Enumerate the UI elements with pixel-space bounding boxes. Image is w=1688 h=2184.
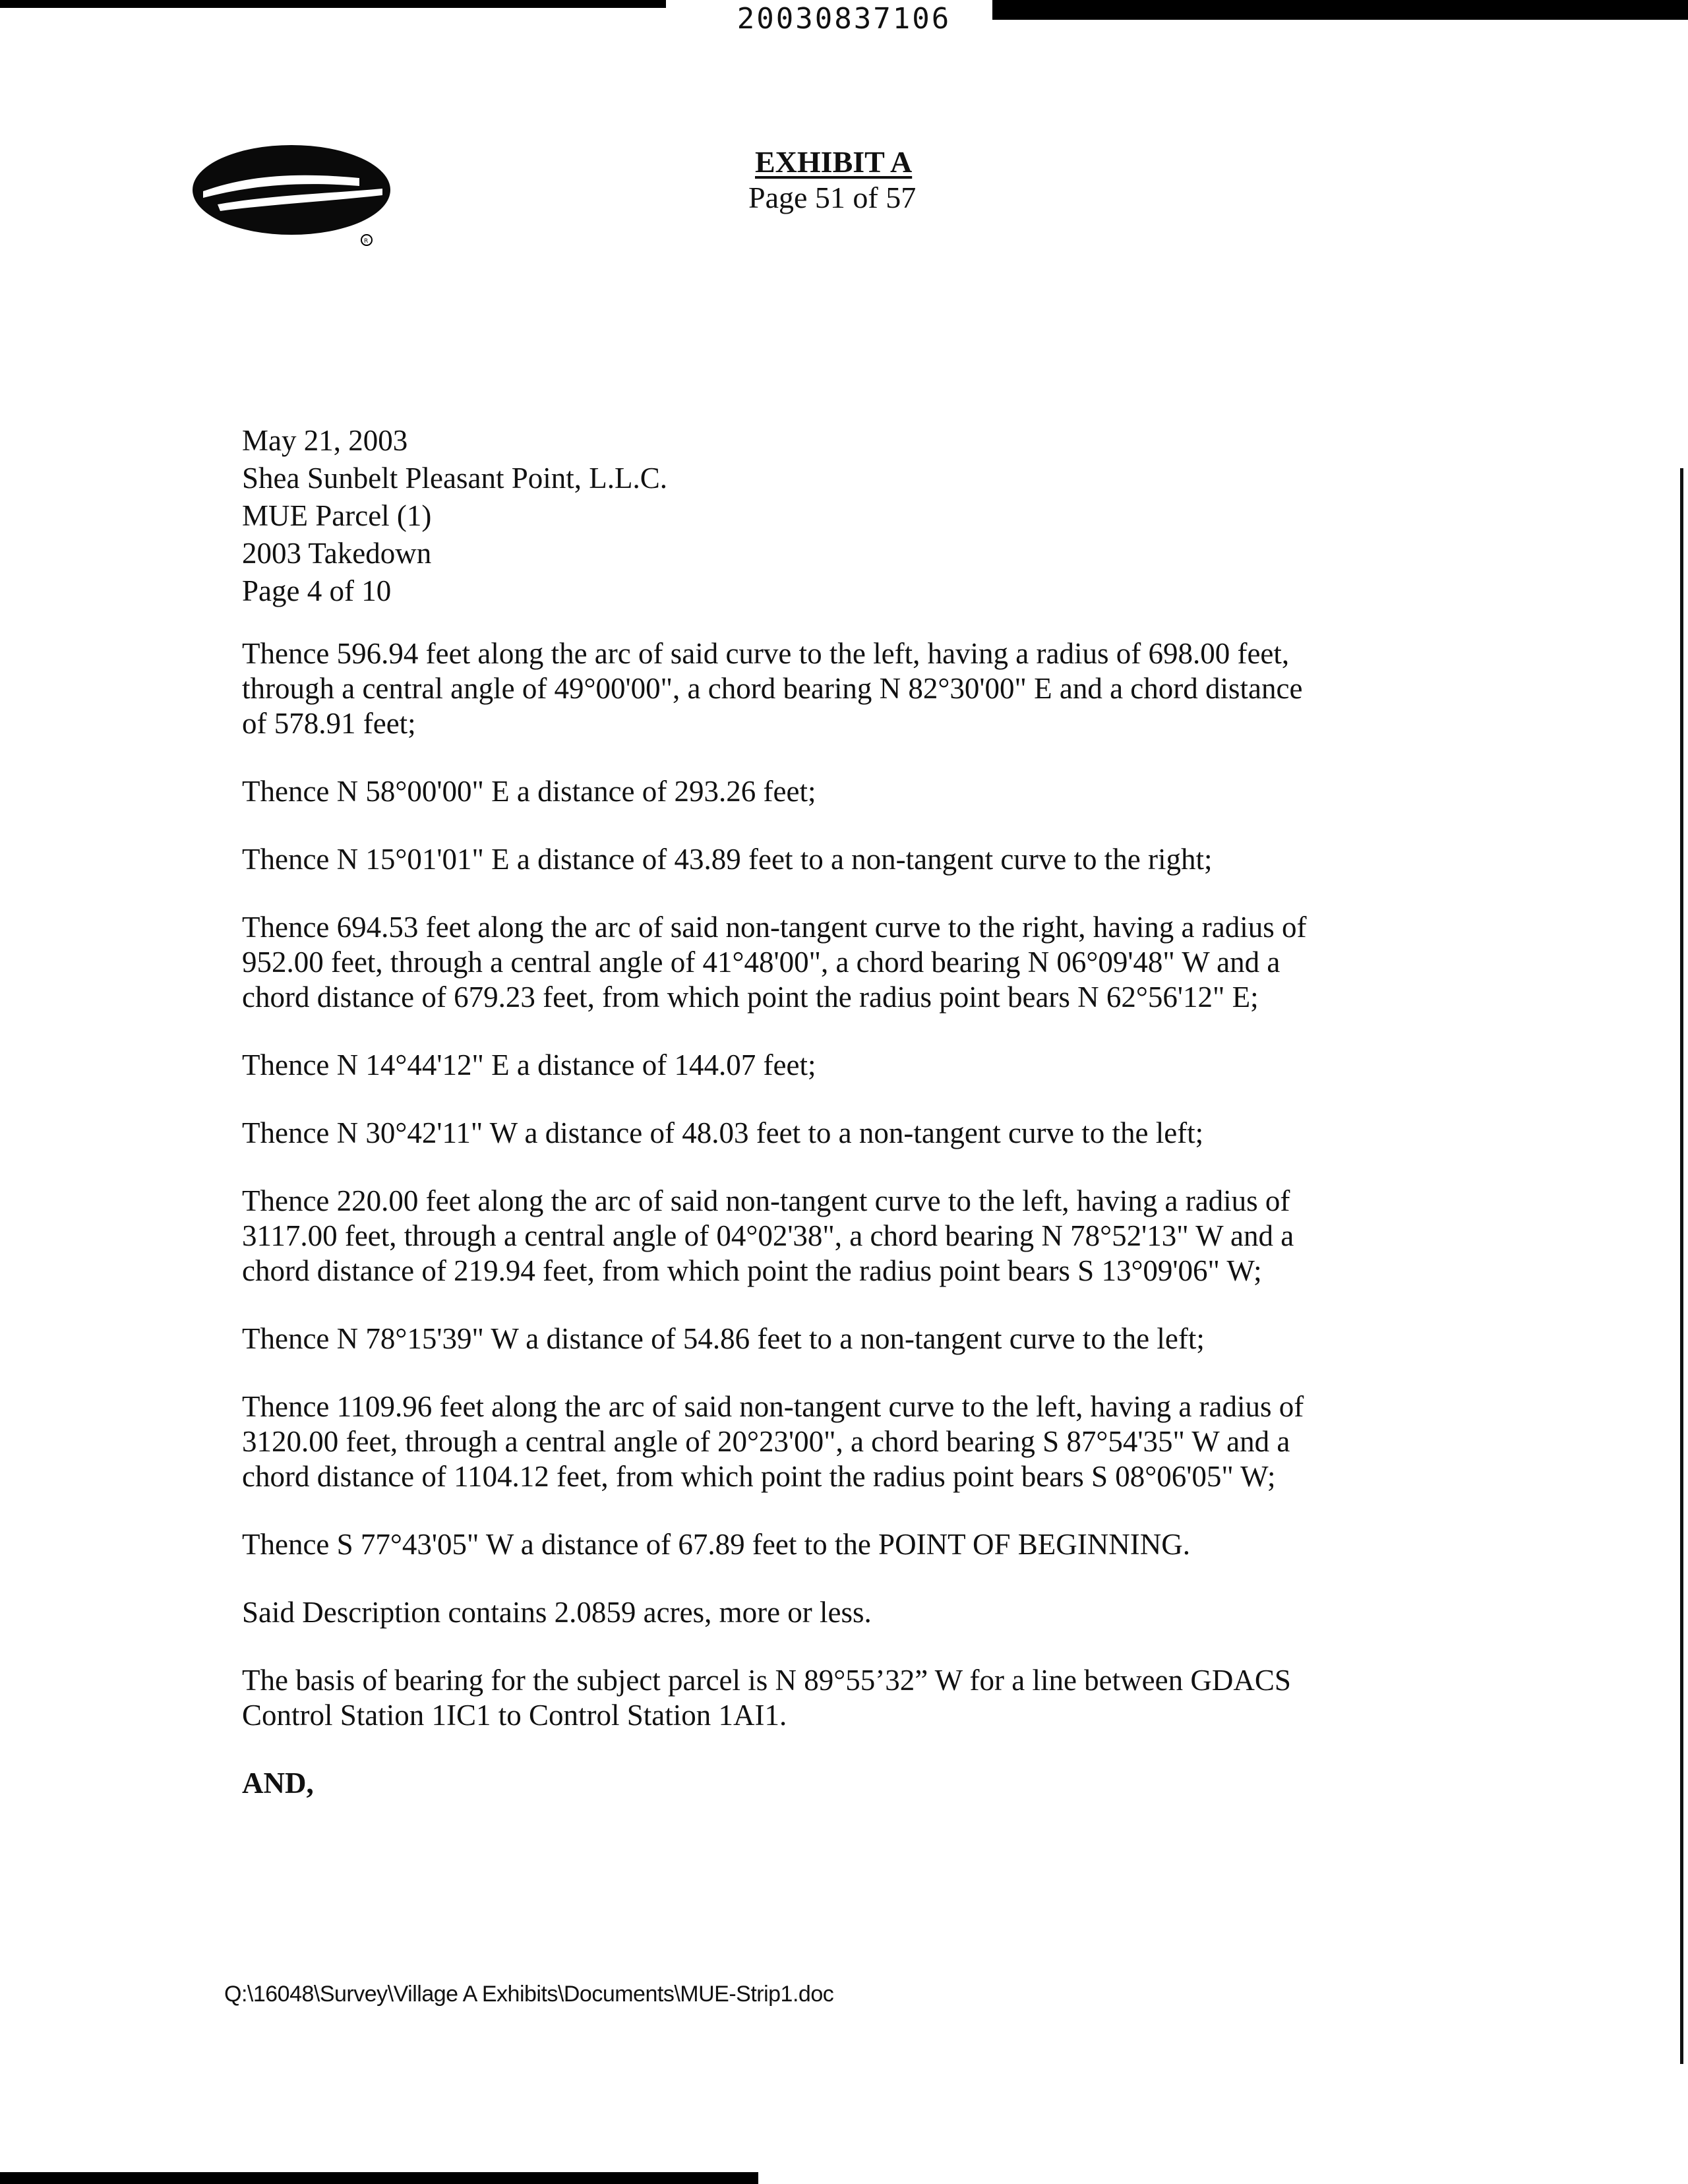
paragraph-basis-of-bearing: [242, 1663, 1370, 1733]
scan-border-right: [1680, 468, 1683, 2064]
paragraph-line: Thence 1109.96 feet along the arc of said non-tangent curve to the left, having a radius of: [242, 1390, 1304, 1423]
paragraph-line: 3117.00 feet, through a central angle of 04°02'38", a chord bearing N 78°52'13" W and a: [242, 1219, 1294, 1252]
header-company: Shea Sunbelt Pleasant Point, L.L.C.: [242, 462, 667, 495]
paragraph-course-5: [242, 1321, 1370, 1356]
paragraph-point-of-beginning: [242, 1527, 1370, 1562]
header-takedown: 2003 Takedown: [242, 537, 432, 570]
paragraph-line: Thence 220.00 feet along the arc of said non-tangent curve to the left, having a radius of: [242, 1184, 1290, 1217]
paragraph-line: Thence N 78°15'39" W a distance of 54.86 feet to a non-tangent curve to the left;: [242, 1322, 1205, 1355]
paragraph-line: Thence 694.53 feet along the arc of said non-tangent curve to the right, having a radius of: [242, 911, 1307, 944]
paragraph-line: through a central angle of 49°00'00", a chord bearing N 82°30'00" E and a chord distance: [242, 672, 1303, 705]
paragraph-line: Thence N 30°42'11" W a distance of 48.03 feet to a non-tangent curve to the left;: [242, 1116, 1204, 1149]
paragraph-line: The basis of bearing for the subject parcel is N 89°55’32” W for a line between GDACS: [242, 1664, 1291, 1697]
svg-text:R: R: [364, 238, 369, 245]
paragraph-acreage: [242, 1595, 1370, 1630]
document-number: 20030837106: [737, 2, 951, 36]
exhibit-title: EXHIBIT A: [755, 145, 913, 179]
paragraph-line: Thence N 15°01'01" E a distance of 43.89 feet to a non-tangent curve to the right;: [242, 843, 1213, 876]
paragraph-line: 3120.00 feet, through a central angle of 20°23'00", a chord bearing S 87°54'35" W and a: [242, 1425, 1290, 1458]
paragraph-curve-2: [242, 910, 1370, 1015]
paragraph-line: 952.00 feet, through a central angle of 41°48'00", a chord bearing N 06°09'48" W and a: [242, 946, 1281, 979]
paragraph-line: of 578.91 feet;: [242, 707, 416, 740]
exhibit-page-number: Page 51 of 57: [748, 181, 917, 214]
paragraph-line: chord distance of 219.94 feet, from which point the radius point bears S 13°09'06" W;: [242, 1254, 1262, 1287]
paragraph-curve-1: [242, 636, 1370, 741]
paragraph-line: Control Station 1IC1 to Control Station 1AI1.: [242, 1699, 787, 1732]
letter-header: [242, 422, 667, 610]
paragraph-line: Thence N 58°00'00" E a distance of 293.26 feet;: [242, 775, 816, 808]
paragraph-course-2: [242, 842, 1370, 877]
shea-s-oval-logo-icon: [191, 144, 402, 249]
header-parcel: MUE Parcel (1): [242, 499, 432, 532]
scan-border-bottom: [0, 2172, 758, 2184]
header-page: Page 4 of 10: [242, 574, 392, 607]
legal-description: [242, 636, 1370, 1801]
paragraph-course-3: [242, 1048, 1370, 1083]
paragraph-line: Thence 596.94 feet along the arc of said curve to the left, having a radius of 698.00 feet,: [242, 637, 1290, 670]
closing-and: AND,: [242, 1767, 314, 1800]
paragraph-line: Thence N 14°44'12" E a distance of 144.07 feet;: [242, 1048, 816, 1081]
paragraph-line: Thence S 77°43'05" W a distance of 67.89 feet to the POINT OF BEGINNING.: [242, 1528, 1190, 1561]
paragraph-line: Said Description contains 2.0859 acres, more or less.: [242, 1596, 872, 1629]
paragraph-line: chord distance of 679.23 feet, from which point the radius point bears N 62°56'12" E;: [242, 981, 1259, 1014]
footer-file-path: Q:\16048\Survey\Village A Exhibits\Documents\MUE-Strip1.doc: [224, 1982, 834, 2007]
paragraph-line: chord distance of 1104.12 feet, from which point the radius point bears S 08°06'05" W;: [242, 1460, 1276, 1493]
paragraph-course-1: [242, 774, 1370, 809]
paragraph-curve-3: [242, 1184, 1370, 1289]
paragraph-course-4: [242, 1116, 1370, 1151]
paragraph-curve-4: [242, 1389, 1370, 1494]
header-date: May 21, 2003: [242, 424, 408, 457]
